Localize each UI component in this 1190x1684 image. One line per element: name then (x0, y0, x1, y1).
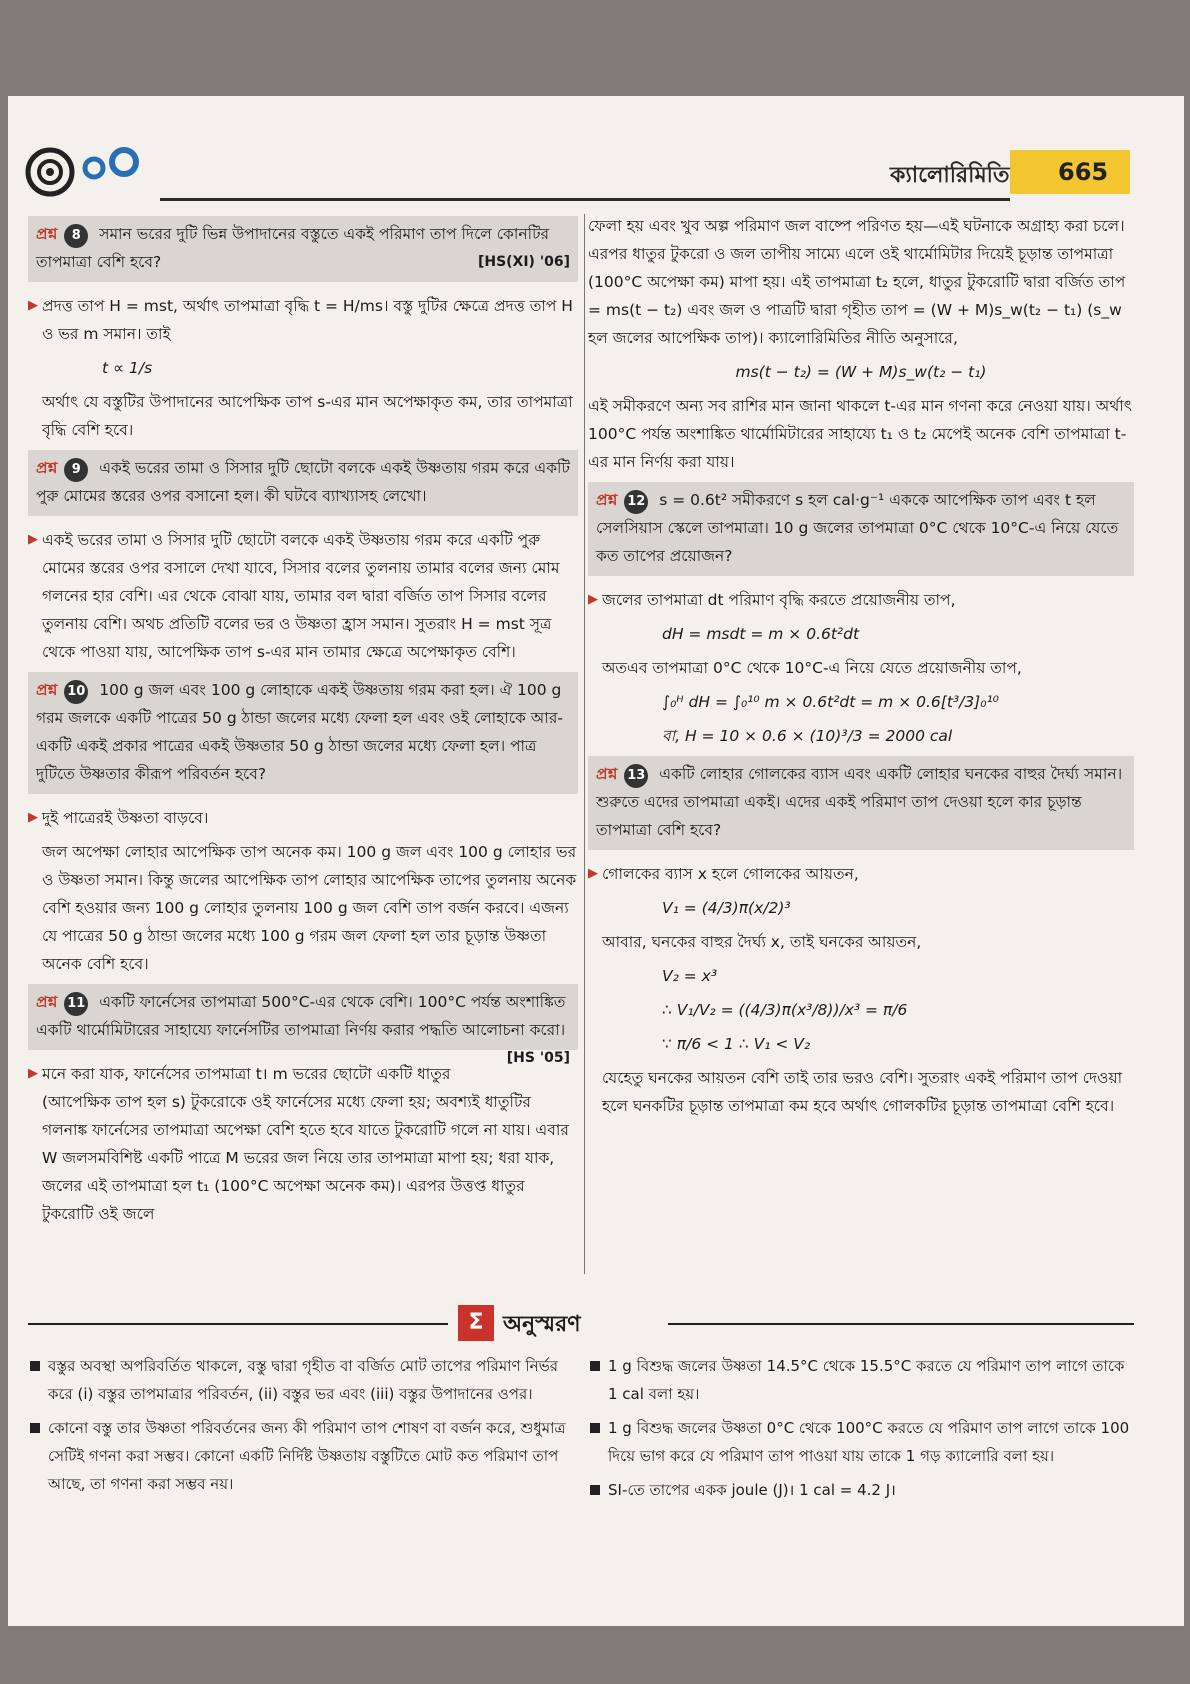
question-11 (28, 984, 578, 1066)
summary-title: অনুস্মরণ (503, 1312, 581, 1337)
summary-item: 1 g বিশুদ্ধ জলের উষ্ণতা 0°C থেকে 100°C করতে যে পরিমাণ তাপ লাগে তাকে 100 দিয়ে ভাগ করে যে পরিমাণ তাপ পাওয়া যায় তাকে 1 গড় ক্যালোরি বলা হয়। (588, 1414, 1134, 1470)
answer-8 (28, 292, 578, 444)
answer-11 (28, 1060, 578, 1228)
summary-left (28, 1352, 568, 1504)
equation: V₁ = (4/3)π(x/2)³ (662, 899, 791, 917)
answer-text: মনে করা যাক, ফার্নেসের তাপমাত্রা t। m ভরের ছোটো একটি ধাতুর (আপেক্ষিক তাপ হল s) টুকরোকে ওই ফার্নেসের মধ্যে ফেলা হয়; অবশ্যই ধাতুটির গলনাঙ্ক ফার্নেসের তাপমাত্রা অপেক্ষা বেশি হতে হবে যাতে টুকরোটি গলে না যায়। এবার W জলসমবিশিষ্ট একটি পাত্রে M ভরের জল নিয়ে তার তাপমাত্রা মাপা হয়; ধরা যাক, জলের এই তাপমাত্রা হল t₁ (100°C অপেক্ষা অনেক কম)। এরপর উত্তপ্ত ধাতুর টুকরোটি ওই জলে (42, 1065, 569, 1223)
answer-10 (28, 804, 578, 978)
summary-rule-right (668, 1323, 1134, 1325)
question-text: সমান ভরের দুটি ভিন্ন উপাদানের বস্তুতে একই পরিমাণ তাপ দিলে কোনটির তাপমাত্রা বেশি হবে? (36, 225, 550, 271)
answer-arrow-icon: ▶ (588, 592, 598, 607)
question-12 (588, 482, 1134, 576)
question-number: 9 (64, 458, 88, 482)
answer-12 (588, 586, 1134, 750)
equation: ∴ V₁/V₂ = ((4/3)π(x³/8))/x³ = π/6 (662, 1001, 908, 1019)
answer-text: একই ভরের তামা ও সিসার দুটি ছোটো বলকে একই উষ্ণতায় গরম করে একটি পুরু মোমের স্তরের ওপর বসালে দেখা যাবে, সিসার বলের তুলনায় তামার বলের জন্য মোম গলনের হার বেশি। এর থেকে বোঝা যায়, তামার বল দ্বারা বর্জিত তাপ সিসার বলের তুলনায় বেশি। অথচ প্রতিটি বলের ভর ও উষ্ণতা হ্রাস সমান। সুতরাং H = mst সূত্র থেকে পাওয়া যায়, আপেক্ষিক তাপ s-এর মান তামার ক্ষেত্রে অপেক্ষাকৃত বেশি। (42, 531, 560, 661)
summary-item: SI-তে তাপের একক joule (J)। 1 cal = 4.2 J। (588, 1476, 1134, 1504)
summary-item: বস্তুর অবস্থা অপরিবর্তিত থাকলে, বস্তু দ্বারা গৃহীত বা বর্জিত মোট তাপের পরিমাণ নির্ভর করে (i) বস্তুর তাপমাত্রার পরিবর্তন, (ii) বস্তুর ভর এবং (iii) বস্তুর উপাদানের ওপর। (28, 1352, 568, 1408)
equation: dH = msdt = m × 0.6t²dt (662, 625, 860, 643)
answer-text: দুই পাত্রেরই উষ্ণতা বাড়বে। (42, 809, 209, 827)
question-number: 10 (64, 680, 88, 704)
question-tag: প্রশ্ন (36, 459, 58, 477)
answer-text: যেহেতু ঘনকের আয়তন বেশি তাই তার ভরও বেশি। সুতরাং একই পরিমাণ তাপ দেওয়া হলে ঘনকটির চূড়ান্ত তাপমাত্রা কম হবে অর্থাৎ গোলকটির চূড়ান্ত তাপমাত্রা বেশি হবে। (602, 1069, 1123, 1115)
gear-logo-icon (22, 140, 152, 200)
equation: t ∝ 1/s (102, 359, 153, 377)
question-tag: প্রশ্ন (36, 681, 58, 699)
summary-item: 1 g বিশুদ্ধ জলের উষ্ণতা 14.5°C থেকে 15.5°C করতে যে পরিমাণ তাপ লাগে তাকে 1 cal বলা হয়। (588, 1352, 1134, 1408)
question-tag: প্রশ্ন (36, 993, 58, 1011)
question-tag: প্রশ্ন (36, 225, 58, 243)
answer-arrow-icon: ▶ (28, 810, 38, 825)
sigma-icon: Σ (458, 1305, 494, 1341)
question-text: 100 g জল এবং 100 g লোহাকে একই উষ্ণতায় গরম করা হল। ঐ 100 g গরম জলকে একটি পাত্রের 50 g ঠান্ডা জলের মধ্যে ফেলা হল এবং ওই লোহাকে আর-একটি একই প্রকার পাত্রের একই উষ্ণতার 50 g ঠান্ডা জলের মধ্যে ফেলা হল। পাত্র দুটিতে উষ্ণতার কীরূপ পরিবর্তন হবে? (36, 681, 563, 783)
question-text: একটি ফার্নেসের তাপমাত্রা 500°C-এর থেকে বেশি। 100°C পর্যন্ত অংশাঙ্কিত একটি থার্মোমিটারের সাহায্যে ফার্নেসটির তাপমাত্রা নির্ণয় করার পদ্ধতি আলোচনা করো। (36, 993, 566, 1039)
question-number: 13 (624, 764, 648, 788)
answer-text: অর্থাৎ যে বস্তুটির উপাদানের আপেক্ষিক তাপ s-এর মান অপেক্ষাকৃত কম, তার তাপমাত্রা বৃদ্ধি বেশি হবে। (42, 393, 573, 439)
summary-rule-left (28, 1323, 448, 1325)
answer-arrow-icon: ▶ (28, 1066, 38, 1081)
answer-13 (588, 860, 1134, 1120)
summary-right (588, 1352, 1134, 1510)
answer-text: গোলকের ব্যাস x হলে গোলকের আয়তন, (602, 865, 859, 883)
answer-text: জলের তাপমাত্রা dt পরিমাণ বৃদ্ধি করতে প্রয়োজনীয় তাপ, (602, 591, 956, 609)
question-number: 11 (64, 992, 88, 1016)
question-text: s = 0.6t² সমীকরণে s হল cal·g⁻¹ এককে আপেক্ষিক তাপ এবং t হল সেলসিয়াস স্কেলে তাপমাত্রা। 10 g জলের তাপমাত্রা 0°C থেকে 10°C-এ নিয়ে যেতে কত তাপের প্রয়োজন? (596, 491, 1119, 565)
answer-text: অতএব তাপমাত্রা 0°C থেকে 10°C-এ নিয়ে যেতে প্রয়োজনীয় তাপ, (602, 659, 1022, 677)
right-column (588, 212, 1134, 1126)
equation: V₂ = x³ (662, 967, 718, 985)
equation: ∫₀ᴴ dH = ∫₀¹⁰ m × 0.6t²dt = m × 0.6[t³/3]₀¹⁰ (662, 693, 999, 711)
column-divider (584, 214, 585, 1274)
answer-text: জল অপেক্ষা লোহার আপেক্ষিক তাপ অনেক কম। 100 g জল এবং 100 g লোহার ভর ও উষ্ণতা সমান। কিন্তু জলের আপেক্ষিক তাপ লোহার আপেক্ষিক তাপের তুলনায় অনেক বেশি হওয়ার জন্য 100 g লোহার তুলনায় 100 g জল বেশি তাপ বর্জন করবে। এজন্য যে পাত্রের 50 g ঠান্ডা জলের মধ্যে 100 g গরম জল ফেলা হল তার চূড়ান্ত উষ্ণতা অনেক বেশি হবে। (42, 843, 577, 973)
question-tag: প্রশ্ন (596, 491, 618, 509)
question-text: একটি লোহার গোলকের ব্যাস এবং একটি লোহার ঘনকের বাহুর দৈর্ঘ্য সমান। শুরুতে এদের তাপমাত্রা একই। এদের একই পরিমাণ তাপ দেওয়া হলে কার চূড়ান্ত তাপমাত্রা বেশি হবে? (596, 765, 1123, 839)
question-10 (28, 672, 578, 794)
question-number: 8 (64, 224, 88, 248)
question-tag: প্রশ্ন (596, 765, 618, 783)
question-text: একই ভরের তামা ও সিসার দুটি ছোটো বলকে একই উষ্ণতায় গরম করে একটি পুরু মোমের স্তরের ওপর বসানো হল। কী ঘটবে ব্যাখ্যাসহ লেখো। (36, 459, 570, 505)
equation: ∵ π/6 < 1 ∴ V₁ < V₂ (662, 1035, 811, 1053)
answer-text: এই সমীকরণে অন্য সব রাশির মান জানা থাকলে t-এর মান গণনা করে নেওয়া যায়। অর্থাৎ 100°C পর্যন্ত অংশাঙ্কিত থার্মোমিটারের সাহায্যে t₁ ও t₂ মেপেই অনেক বেশি তাপমাত্রা t-এর মান নির্ণয় করা যায়। (588, 397, 1133, 471)
question-13 (588, 756, 1134, 850)
question-ref: [HS(XI) '06] (477, 254, 570, 270)
question-number: 12 (624, 490, 648, 514)
question-9 (28, 450, 578, 516)
chapter-title: ক্যালোরিমিতি (890, 163, 1010, 188)
answer-arrow-icon: ▶ (588, 866, 598, 881)
answer-text: ফেলা হয় এবং খুব অল্প পরিমাণ জল বাষ্পে পরিণত হয়—এই ঘটনাকে অগ্রাহ্য করা চলে। এরপর ধাতুর টুকরো ও জল তাপীয় সাম্যে এলে ওই থার্মোমিটার দিয়েই চূড়ান্ত তাপমাত্রা (100°C অপেক্ষা কম) মাপা হয়। এই তাপমাত্রা t₂ হলে, ধাতুর টুকরোটি দ্বারা বর্জিত তাপ = ms(t − t₂) এবং জল ও পাত্রটি দ্বারা গৃহীত তাপ = (W + M)s_w(t₂ − t₁) (s_w হল জলের আপেক্ষিক তাপ)। ক্যালোরিমিতির নীতি অনুসারে, (588, 217, 1126, 347)
answer-arrow-icon: ▶ (28, 298, 38, 313)
summary-header (28, 1305, 1134, 1341)
answer-text: আবার, ঘনকের বাহুর দৈর্ঘ্য x, তাই ঘনকের আয়তন, (602, 933, 922, 951)
question-ref: [HS '05] (506, 1050, 570, 1066)
answer-9 (28, 526, 578, 666)
answer-text: প্রদত্ত তাপ H = mst, অর্থাৎ তাপমাত্রা বৃদ্ধি t = H/ms। বস্তু দুটির ক্ষেত্রে প্রদত্ত তাপ H ও ভর m সমান। তাই (42, 297, 573, 343)
equation: ms(t − t₂) = (W + M)s_w(t₂ − t₁) (735, 363, 987, 381)
question-8 (28, 216, 578, 282)
equation: বা, H = 10 × 0.6 × (10)³/3 = 2000 cal (662, 727, 953, 745)
left-column (28, 212, 578, 1234)
summary-item: কোনো বস্তু তার উষ্ণতা পরিবর্তনের জন্য কী পরিমাণ তাপ শোষণ বা বর্জন করে, শুধুমাত্র সেটিই গণনা করা সম্ভব। কোনো একটি নির্দিষ্ট উষ্ণতায় বস্তুটিতে মোট কত পরিমাণ তাপ আছে, তা গণনা করা সম্ভব নয়। (28, 1414, 568, 1498)
page-number: 665 (1058, 158, 1109, 186)
header-rule (160, 198, 1010, 201)
answer-arrow-icon: ▶ (28, 532, 38, 547)
